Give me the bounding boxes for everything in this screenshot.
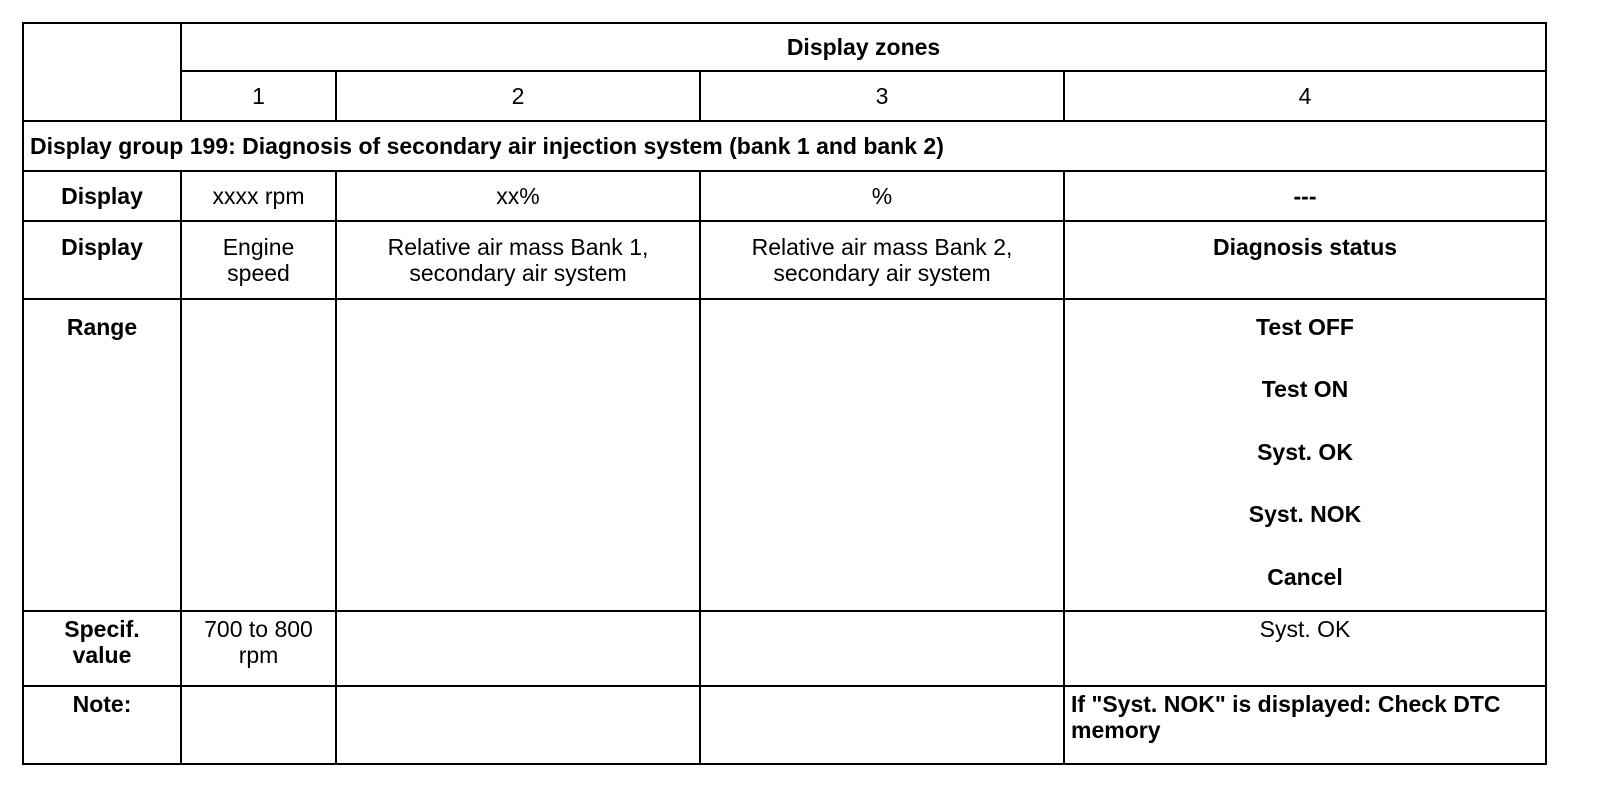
specif-value-zone-4: Syst. OK <box>1064 611 1546 686</box>
zone-number-4: 4 <box>1064 71 1546 121</box>
range-zone-1 <box>181 299 336 611</box>
range-value-syst-ok: Syst. OK <box>1257 438 1353 465</box>
specif-value-zone-2 <box>336 611 700 686</box>
range-value-list <box>1071 314 1539 590</box>
display-unit-zone-2: xx% <box>336 171 700 221</box>
range-zone-2 <box>336 299 700 611</box>
note-zone-1 <box>181 686 336 764</box>
display-unit-zone-4: --- <box>1064 171 1546 221</box>
table-row <box>23 121 1546 171</box>
zone-number-2: 2 <box>336 71 700 121</box>
table-row <box>23 23 1546 71</box>
group-title: Display group 199: Diagnosis of secondary air injection system (bank 1 and bank 2) <box>23 121 1546 171</box>
display-unit-zone-3: % <box>700 171 1064 221</box>
diagnosis-table <box>22 22 1547 765</box>
row-label-display-units: Display <box>23 171 181 221</box>
display-zones-header: Display zones <box>181 23 1546 71</box>
range-value-test-off: Test OFF <box>1256 314 1354 340</box>
range-value-test-on: Test ON <box>1261 376 1349 403</box>
display-name-zone-1: Engine speed <box>181 221 336 299</box>
range-value-cancel: Cancel <box>1267 563 1343 590</box>
table-row <box>23 686 1546 764</box>
table-row <box>23 611 1546 686</box>
zone-number-1: 1 <box>181 71 336 121</box>
table-row <box>23 171 1546 221</box>
table-row <box>23 221 1546 299</box>
specif-value-zone-1: 700 to 800 rpm <box>181 611 336 686</box>
specif-value-zone-3 <box>700 611 1064 686</box>
corner-cell <box>23 23 181 121</box>
row-label-specif-value: Specif. value <box>23 611 181 686</box>
row-label-range: Range <box>23 299 181 611</box>
row-label-note: Note: <box>23 686 181 764</box>
note-zone-3 <box>700 686 1064 764</box>
zone-number-3: 3 <box>700 71 1064 121</box>
note-zone-2 <box>336 686 700 764</box>
table-row <box>23 71 1546 121</box>
range-zone-4 <box>1064 299 1546 611</box>
display-name-zone-4: Diagnosis status <box>1064 221 1546 299</box>
row-label-display-names: Display <box>23 221 181 299</box>
display-unit-zone-1: xxxx rpm <box>181 171 336 221</box>
display-name-zone-3: Relative air mass Bank 2, secondary air system <box>700 221 1064 299</box>
note-zone-4: If "Syst. NOK" is displayed: Check DTC memory <box>1064 686 1546 764</box>
range-zone-3 <box>700 299 1064 611</box>
range-value-syst-nok: Syst. NOK <box>1248 501 1362 528</box>
table-row <box>23 299 1546 611</box>
display-name-zone-2: Relative air mass Bank 1, secondary air system <box>336 221 700 299</box>
